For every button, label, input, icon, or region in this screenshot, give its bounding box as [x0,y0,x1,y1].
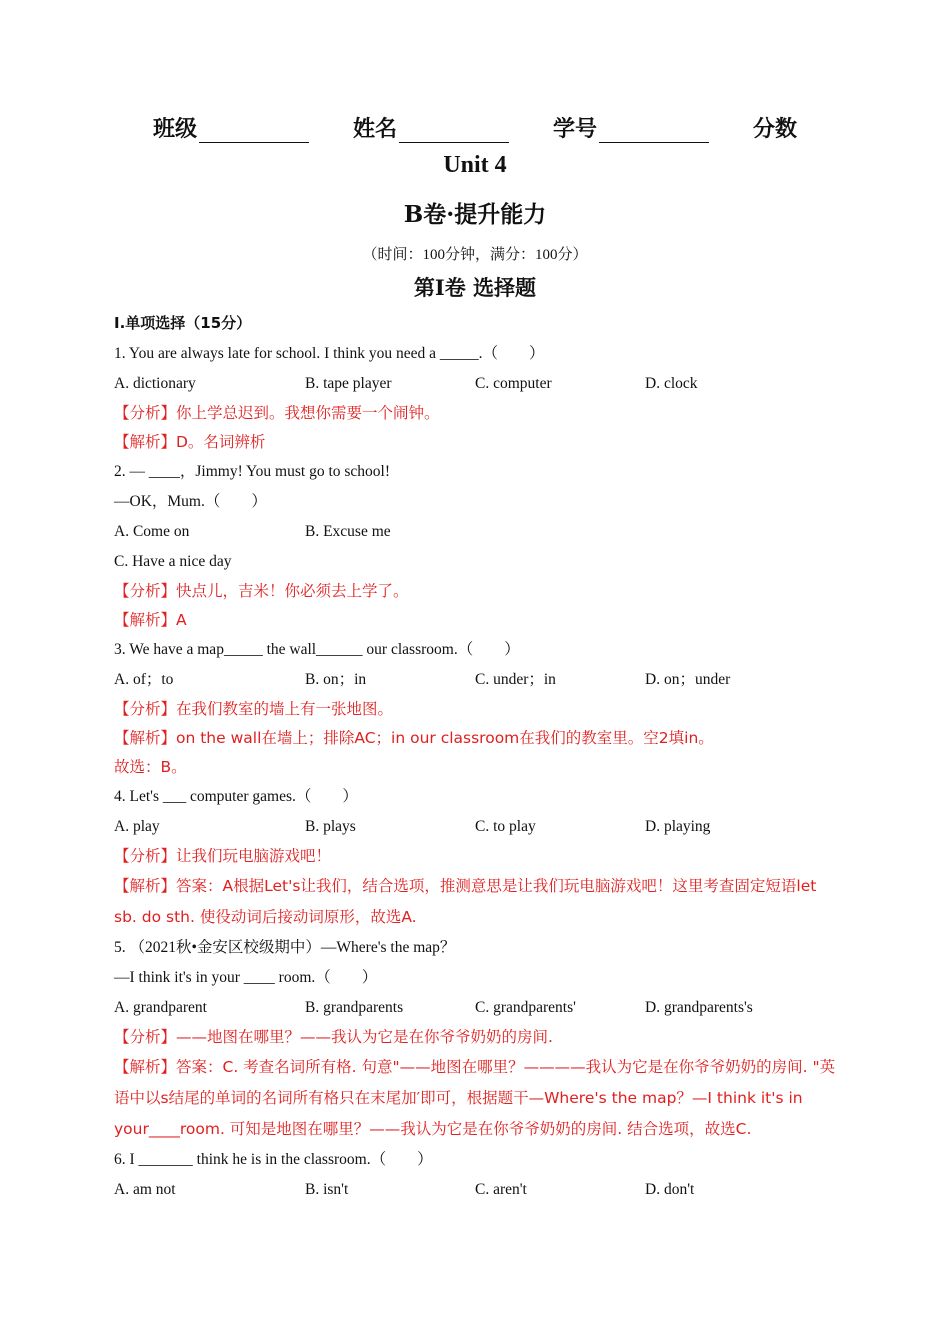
question-stem: 1. You are always late for school. I think you need a _____.（ ） [114,345,545,362]
conclusion-text: 故选：B。 [114,758,187,776]
question-list [114,310,840,1205]
part-title: 第Ⅰ卷 选择题 [413,275,537,300]
analysis-text: 【分析】快点儿，吉米！你必须去上学了。 [114,582,409,600]
name-field [353,112,509,143]
option-a: A. am not [114,1181,176,1198]
score-field [753,112,797,143]
option-d: D. on；under [645,671,731,688]
question-stem-reply: —I think it's in your ____ room.（ ） [114,969,378,986]
option-c: C. computer [475,375,552,392]
option-d: D. clock [645,375,698,392]
option-a: A. grandparent [114,999,207,1016]
option-a: A. Come on [114,523,190,540]
option-a: A. of；to [114,671,174,688]
options-row [114,517,840,547]
unit-title: Unit 4 [443,152,507,178]
option-d: D. grandparents's [645,999,753,1016]
paper-subtitle: B卷·提升能力 [403,201,547,228]
number-label: 学号 [553,117,598,142]
analysis-text: 【分析】让我们玩电脑游戏吧！ [114,847,332,865]
option-b: B. tape player [305,375,392,392]
option-a: A. dictionary [114,375,196,392]
number-blank[interactable] [599,120,709,143]
options-row [114,369,840,399]
question-stem: 4. Let's ___ computer games.（ ） [114,788,358,805]
options-row [114,812,840,842]
section-heading: I.单项选择（15分） [114,314,252,332]
question-4 [114,782,840,933]
option-c: C. grandparents' [475,999,576,1016]
option-b: B. isn't [305,1181,349,1198]
time-note: （时间：100分钟，满分：100分） [362,247,588,263]
number-field [553,112,709,143]
option-b: B. Excuse me [305,523,391,540]
explanation-text: 【解析】答案：A根据Let's让我们，结合选项，推测意思是让我们玩电脑游戏吧！这里考查固定短语let sb. do sth. 使役动词后接动词原形，故选A. [114,877,817,926]
option-d: D. don't [645,1181,695,1198]
explanation-text: 【解析】A [114,611,187,629]
option-c: C. aren't [475,1181,527,1198]
option-c: C. under；in [475,671,556,688]
analysis-text: 【分析】在我们教室的墙上有一张地图。 [114,700,394,718]
score-label: 分数 [753,117,798,142]
question-5 [114,933,840,1145]
question-stem-reply: —OK，Mum.（ ） [114,493,267,510]
question-stem: 5. （2021秋•金安区校级期中）—Where's the map？ [114,939,456,956]
student-info-row [0,112,950,143]
options-row [114,1175,840,1205]
options-row [114,993,840,1023]
name-blank[interactable] [399,120,509,143]
question-stem: 2. — ____，Jimmy! You must go to school! [114,463,391,480]
option-c: C. Have a nice day [114,553,232,570]
name-label: 姓名 [352,117,397,142]
explanation-text: 【解析】D。名词辨析 [114,433,266,451]
option-d: D. playing [645,818,711,835]
option-b: B. on；in [305,671,367,688]
question-1 [114,339,840,457]
question-6 [114,1145,840,1205]
option-c: C. to play [475,818,536,835]
class-blank[interactable] [199,120,309,143]
options-row [114,665,840,695]
explanation-text: 【解析】on the wall在墙上；排除AC；in our classroom在我们的教室里。空2填in。 [114,729,714,747]
analysis-text: 【分析】——地图在哪里？——我认为它是在你爷爷奶奶的房间. [114,1028,553,1046]
option-b: B. plays [305,818,356,835]
class-field [153,112,309,143]
option-b: B. grandparents [305,999,404,1016]
option-a: A. play [114,818,160,835]
analysis-text: 【分析】你上学总迟到。我想你需要一个闹钟。 [114,404,440,422]
question-2 [114,457,840,635]
class-label: 班级 [152,117,197,142]
explanation-text: 【解析】答案：C. 考查名词所有格. 句意"——地图在哪里？————我认为它是在你爷爷奶奶的房间. "英语中以s结尾的单词的名词所有格只在末尾加′即可，根据题干—Where's the map？—I think it's in your____room. 可知是地图在哪里？——我认为它是在你爷爷奶奶的房间. 结合选项，故选C. [114,1058,836,1138]
question-3 [114,635,840,782]
question-stem: 3. We have a map_____ the wall______ our classroom.（ ） [114,641,520,658]
question-stem: 6. I _______ think he is in the classroom.（ ） [114,1151,433,1168]
